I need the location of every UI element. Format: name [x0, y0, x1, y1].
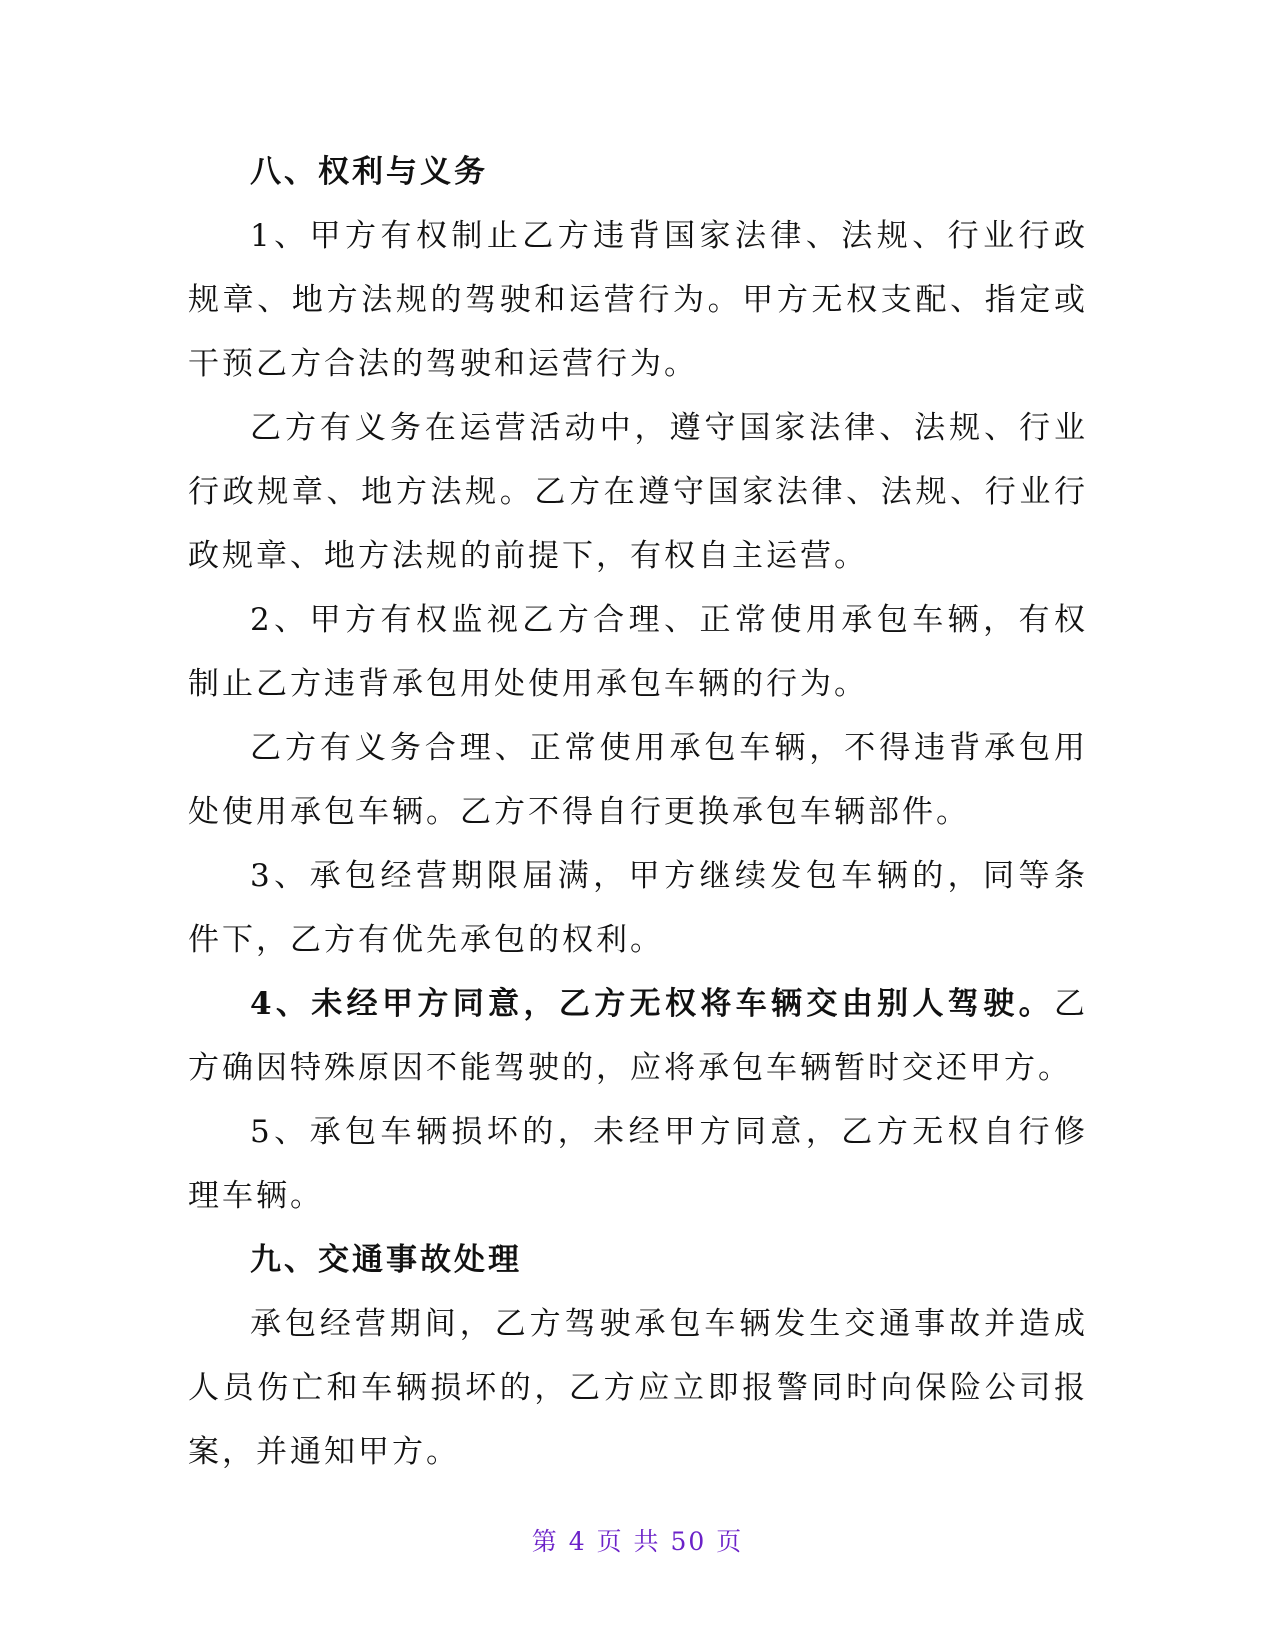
- paragraph-obligations-2: 乙方有义务合理、正常使用承包车辆，不得违背承包用处使用承包车辆。乙方不得自行更换承包车辆部件。: [188, 730, 1088, 830]
- paragraph-rights-1: 1、甲方有权制止乙方违背国家法律、法规、行业行政规章、地方法规的驾驶和运营行为。甲方无权支配、指定或干预乙方合法的驾驶和运营行为。: [188, 218, 1088, 382]
- paragraph-rights-5: 5、承包车辆损坏的，未经甲方同意，乙方无权自行修理车辆。: [188, 1114, 1088, 1214]
- page-footer: [0, 1522, 1275, 1558]
- paragraph-obligations-1: 乙方有义务在运营活动中，遵守国家法律、法规、行业行政规章、地方法规。乙方在遵守国家法律、法规、行业行政规章、地方法规的前提下，有权自主运营。: [188, 410, 1088, 574]
- footer-prefix: 第: [531, 1527, 559, 1556]
- paragraph-rights-4: [188, 972, 1088, 1100]
- paragraph-accident-1: 承包经营期间，乙方驾驶承包车辆发生交通事故并造成人员伤亡和车辆损坏的，乙方应立即报警同时向保险公司报案，并通知甲方。: [188, 1306, 1088, 1470]
- section-heading-rights-obligations: 八、权利与义务: [250, 154, 488, 190]
- footer-total-pages: 50: [670, 1527, 707, 1556]
- footer-current-page: 4: [568, 1527, 587, 1556]
- footer-middle: 页 共: [596, 1527, 661, 1556]
- paragraph-rights-4-rest: 乙方确因特殊原因不能驾驶的，应将承包车辆暂时交还甲方。: [188, 986, 1088, 1086]
- section-heading-accident-handling: 九、交通事故处理: [250, 1242, 522, 1278]
- document-body: [188, 140, 1088, 1484]
- paragraph-rights-4-bold: 4、未经甲方同意，乙方无权将车辆交由别人驾驶。: [250, 986, 1054, 1022]
- paragraph-rights-2: 2、甲方有权监视乙方合理、正常使用承包车辆，有权制止乙方违背承包用处使用承包车辆的行为。: [188, 602, 1088, 702]
- paragraph-rights-3: 3、承包经营期限届满，甲方继续发包车辆的，同等条件下，乙方有优先承包的权利。: [188, 858, 1088, 958]
- footer-suffix: 页: [716, 1527, 744, 1556]
